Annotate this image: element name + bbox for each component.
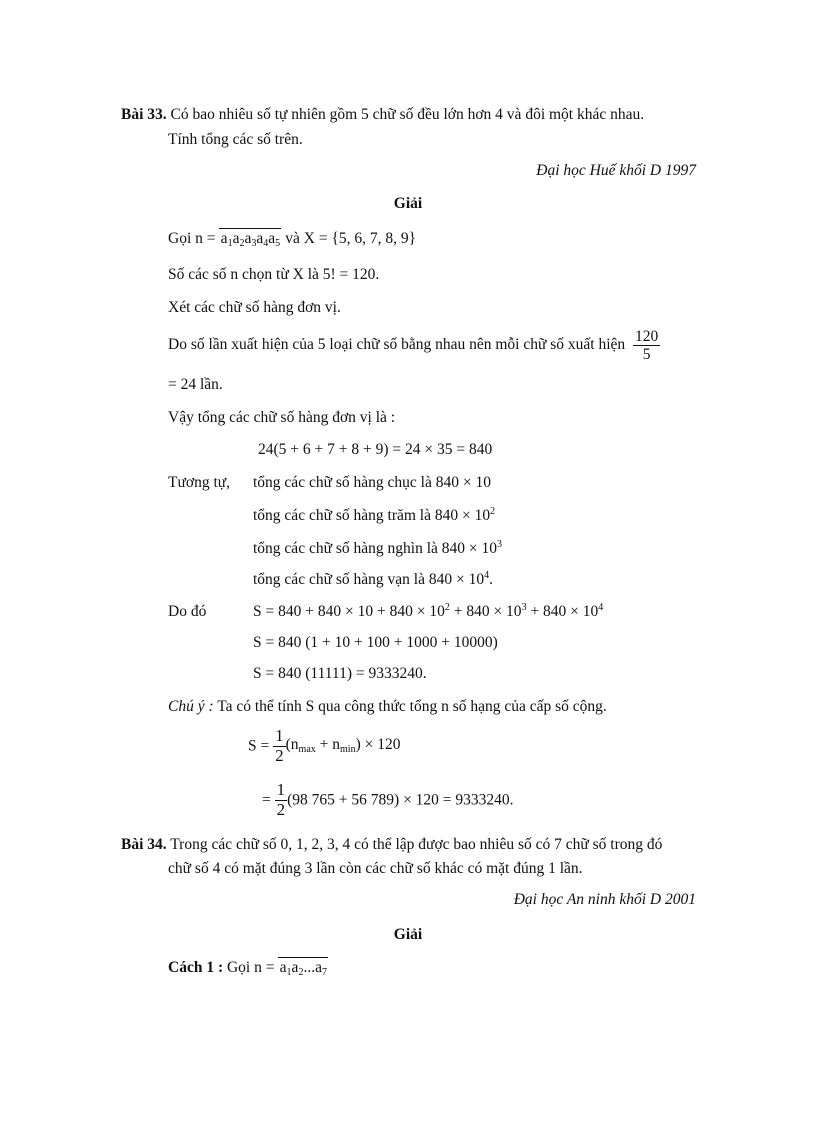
thousands-line: tổng các chữ số hàng nghìn là $840 \times 10^3$: [253, 539, 502, 557]
formula-s-numeric: = $\frac{1}{2}$ (98 765 + 56 789) × 120 = 9333240.: [262, 780, 514, 819]
tens-line: tổng các chữ số hàng chục là 840 × 10: [253, 474, 491, 491]
define-n-line: [168, 229, 416, 251]
note-text: Ta có thể tính S qua công thức tổng n số hạng của cấp số cộng.: [213, 698, 607, 715]
problem-33-source: Đại học Huế khối D 1997: [536, 162, 696, 179]
appearance-line: [168, 328, 660, 363]
times-line: = 24 lần.: [168, 376, 223, 393]
ten-thousands-line: tổng các chữ số hàng vạn là $840 \times 10^4$.: [253, 570, 493, 588]
tens-prefix: Tương tự,: [168, 474, 231, 491]
fraction-one-half: $\frac{1}{2}$: [275, 726, 284, 765]
fraction-one-half-2: $\frac{1}{2}$: [276, 780, 286, 819]
sum-s-line-2: S = 840 (1 + 10 + 100 + 1000 + 10000): [253, 634, 498, 651]
n-overline-digits-34: $a_1a_2...a_7$: [279, 959, 327, 978]
method-1-line: [168, 958, 328, 980]
therefore-label: Do đó: [168, 603, 207, 620]
units-line: Xét các chữ số hàng đơn vị.: [168, 299, 341, 316]
problem-34-text-1: Trong các chữ số 0, 1, 2, 3, 4 có thể lập được bao nhiêu số có 7 chữ số trong đó: [166, 836, 663, 853]
problem-34-label: Bài 34.: [121, 836, 167, 853]
sum-s-line-3: S = 840 (11111) = 9333240.: [253, 665, 427, 682]
formula-s-half: S = $\frac{1}{2}$ $(n_{max} + n_{min}) \times 120$: [248, 726, 401, 765]
note-label: Chú ý :: [168, 698, 214, 715]
problem-33-solution-heading: Giải: [393, 195, 423, 212]
appearance-text: Do số lần xuất hiện của 5 loại chữ số bằng nhau nên mỗi chữ số xuất hiện: [168, 336, 626, 354]
problem-34-solution-heading: Giải: [393, 926, 423, 943]
problem-33-label: Bài 33.: [121, 106, 167, 123]
problem-33-line-1: [121, 105, 644, 124]
sum-s-line-1: $S = 840 + 840 \times 10 + 840 \times 10^2 + 840 \times 10^3 + 840 \times 10^4$: [253, 602, 604, 620]
count-line: Số các số n chọn từ X là 5! = 120.: [168, 266, 380, 283]
method-1-label: Cách 1 :: [168, 959, 224, 976]
hundreds-line: tổng các chữ số hàng trăm là $840 \times 10^2$: [253, 506, 496, 524]
note-line: [168, 697, 607, 716]
set-definition: và X = {5, 6, 7, 8, 9}: [281, 230, 417, 247]
problem-33-text-1: Có bao nhiêu số tự nhiên gồm 5 chữ số đều lớn hơn 4 và đôi một khác nhau.: [166, 106, 645, 123]
problem-34-line-2: chữ số 4 có mặt đúng 3 lần còn các chữ số khác có mặt đúng 1 lần.: [168, 860, 583, 877]
sum-units-formula: 24(5 + 6 + 7 + 8 + 9) = 24 × 35 = 840: [258, 441, 493, 458]
problem-34-line-1: [121, 835, 662, 854]
problem-33-line-2: Tính tổng các số trên.: [168, 131, 303, 148]
method-1-text: Gọi n =: [223, 959, 279, 976]
n-overline-digits: $a_1a_2a_3a_4a_5$: [220, 230, 281, 249]
define-n-prefix: Gọi n =: [168, 230, 220, 247]
fraction-120-over-5: $\frac{120}{5}$: [635, 328, 659, 364]
sum-units-intro: Vậy tổng các chữ số hàng đơn vị là :: [168, 409, 396, 426]
problem-34-source: Đại học An ninh khối D 2001: [513, 891, 696, 908]
